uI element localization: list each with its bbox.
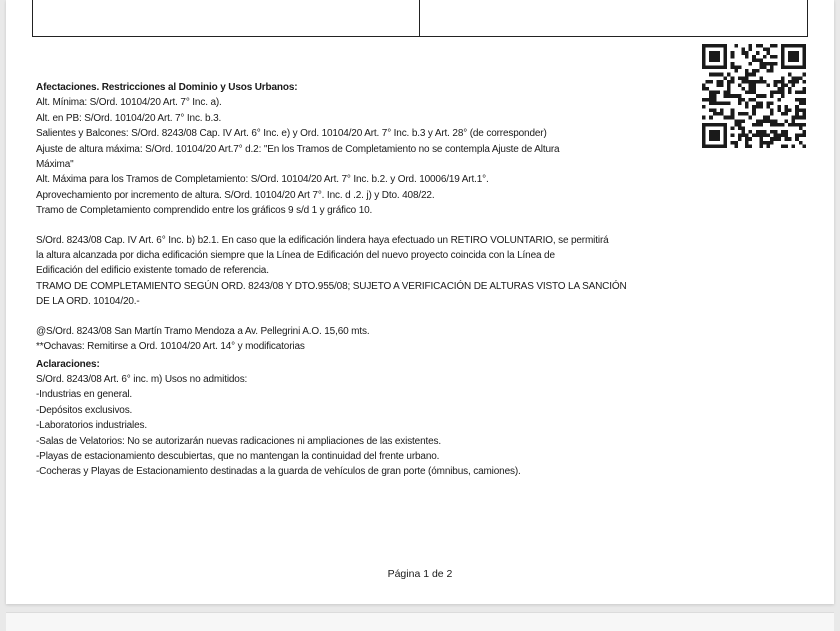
top-table (32, 0, 808, 37)
text-line: TRAMO DE COMPLETAMIENTO SEGÚN ORD. 8243/08 Y DTO.955/08; SUJETO A VERIFICACIÓN DE ALTURAS VISTO LA SANCIÓN (36, 280, 627, 292)
text-line: Edificación del edificio existente tomado de referencia. (36, 265, 269, 277)
section-tramo (36, 324, 726, 355)
text-line: S/Ord. 8243/08 Cap. IV Art. 6° Inc. b) b2.1. En caso que la edificación lindera haya efectuado un RETIRO VOLUNTARIO, se permitirá (36, 234, 609, 246)
text-line: Máxima" (36, 159, 74, 171)
list-item: -Depósitos exclusivos. (36, 404, 133, 416)
list-item: -Salas de Velatorios: No se autorizarán nuevas radicaciones ni ampliaciones de las existentes. (36, 435, 442, 447)
section-heading: Aclaraciones: (36, 358, 100, 370)
table-divider (419, 0, 420, 36)
text-line: S/Ord. 8243/08 Art. 6° inc. m) Usos no admitidos: (36, 373, 248, 385)
text-line: DE LA ORD. 10104/20.- (36, 296, 140, 308)
text-line: Alt. Máxima para los Tramos de Completamiento: S/Ord. 10104/20 Art. 7° Inc. b.2. y Ord. 10006/19 Art.1°. (36, 174, 489, 186)
text-line: la altura alcanzada por dicha edificación siempre que la Línea de Edificación del nuevo proyecto coincida con la Línea de (36, 250, 555, 262)
section-heading: Afectaciones. Restricciones al Dominio y Usos Urbanos: (36, 82, 298, 93)
list-item: -Laboratorios industriales. (36, 420, 148, 432)
document-page (6, 0, 834, 604)
section-afectaciones (36, 80, 726, 219)
text-line: @S/Ord. 8243/08 San Martín Tramo Mendoza a Av. Pellegrini A.O. 15,60 mts. (36, 325, 370, 337)
list-item: -Playas de estacionamiento descubiertas, que no mantengan la continuidad del frente urbano. (36, 450, 440, 462)
text-line: Salientes y Balcones: S/Ord. 8243/08 Cap. IV Art. 6° Inc. e) y Ord. 10104/20 Art. 7° Inc. b.3 y Art. 28° (de corresponder) (36, 128, 547, 140)
text-line: Aprovechamiento por incremento de altura. S/Ord. 10104/20 Art 7°. Inc. d .2. j) y Dto. 408/22. (36, 189, 435, 201)
list-item: -Cocheras y Playas de Estacionamiento destinadas a la guarda de vehículos de gran porte (ómnibus, camiones). (36, 466, 521, 478)
text-line: Alt. Mínima: S/Ord. 10104/20 Art. 7° Inc. a). (36, 97, 222, 109)
text-line: Tramo de Completamiento comprendido entre los gráficos 9 s/d 1 y gráfico 10. (36, 205, 373, 217)
page-number: Página 1 de 2 (387, 568, 453, 580)
next-page-edge (6, 612, 834, 631)
text-line: Alt. en PB: S/Ord. 10104/20 Art. 7° Inc. b.3. (36, 112, 222, 124)
list-item: -Industrias en general. (36, 389, 133, 401)
document-body (36, 80, 726, 480)
text-line: Ajuste de altura máxima: S/Ord. 10104/20 Art.7° d.2: "En los Tramos de Completamiento no se contempla Ajuste de Altura (36, 143, 560, 155)
section-retiro (36, 233, 726, 310)
text-line: **Ochavas: Remitirse a Ord. 10104/20 Art. 14° y modificatorias (36, 341, 305, 353)
section-aclaraciones (36, 357, 726, 480)
